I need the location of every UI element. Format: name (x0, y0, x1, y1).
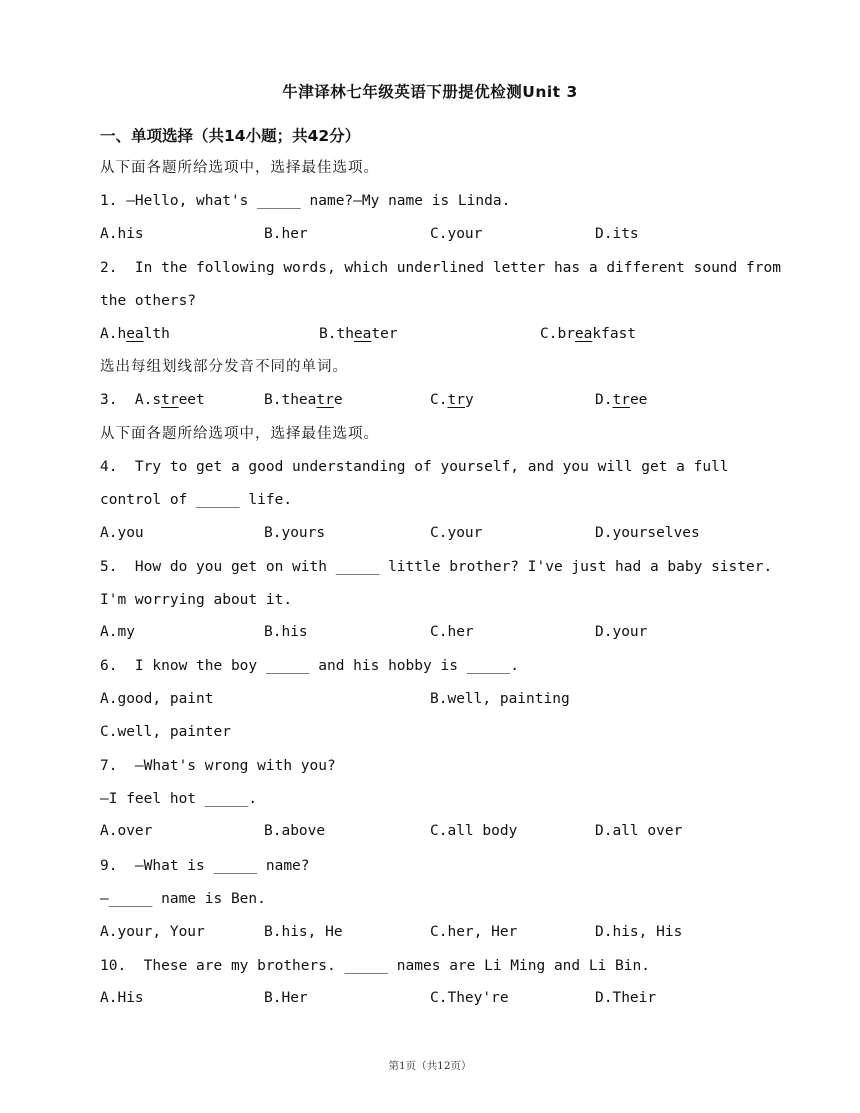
instruction: 从下面各题所给选项中，选择最佳选项。 (100, 160, 379, 176)
option-text: lth (143, 326, 170, 342)
question-1-stem: 1. —Hello, what's _____ name?—My name is Linda. (100, 193, 511, 209)
question-4-option-d: D.yourselves (595, 525, 700, 541)
question-4-stem-line-1: 4. Try to get a good understanding of yourself, and you will get a full (100, 459, 729, 475)
question-7-option-d: D.all over (595, 823, 683, 839)
page-number-footer: 第1页（共12页） (388, 1060, 472, 1072)
option-text: ter (371, 326, 398, 342)
question-9-option-c: C.her, Her (430, 924, 518, 940)
underlined-letters: tr (316, 392, 334, 408)
underlined-letters: ea (353, 326, 372, 342)
question-6-option-a: A.good, paint (100, 691, 214, 707)
question-9-option-a: A.your, Your (100, 924, 205, 940)
question-7-stem-line-1: 7. —What's wrong with you? (100, 758, 336, 774)
question-10-option-a: A.His (100, 990, 144, 1006)
question-4-option-b: B.yours (264, 525, 326, 541)
question-6-option-c: C.well, painter (100, 724, 231, 740)
question-5-option-c: C.her (430, 624, 474, 640)
question-9-stem-line-2: —_____ name is Ben. (100, 891, 266, 907)
question-1-option-d: D.its (595, 226, 639, 242)
question-10-option-c: C.They're (430, 990, 509, 1006)
option-text: e (333, 392, 343, 408)
question-9-option-b: B.his, He (264, 924, 343, 940)
question-5-option-b: B.his (264, 624, 308, 640)
question-4-stem-line-2: control of _____ life. (100, 492, 293, 508)
question-1-option-c: C.your (430, 226, 483, 242)
underlined-letters: tr (161, 392, 179, 408)
instruction: 从下面各题所给选项中，选择最佳选项。 (100, 426, 379, 442)
document-title: 牛津译林七年级英语下册提优检测Unit 3 (282, 83, 578, 101)
question-2-option-c (540, 324, 636, 344)
underlined-letters: tr (612, 392, 630, 408)
question-9-option-d: D.his, His (595, 924, 683, 940)
question-7-stem-line-2: —I feel hot _____. (100, 791, 258, 807)
question-9-stem-line-1: 9. —What is _____ name? (100, 858, 310, 874)
question-2-option-a (100, 324, 170, 344)
question-3-option-c (430, 390, 474, 410)
underlined-letters: ea (574, 326, 593, 342)
question-7-option-c: C.all body (430, 823, 518, 839)
option-text: B.th (319, 326, 354, 342)
question-2-stem-line-2: the others? (100, 293, 197, 309)
question-3-option-d (595, 390, 647, 410)
question-5-stem-line-1: 5. How do you get on with _____ little brother? I've just had a baby sister. (100, 559, 773, 575)
section-heading: 一、单项选择（共14小题；共42分） (100, 127, 361, 145)
question-2-stem-line-1: 2. In the following words, which underlined letter has a different sound from (100, 260, 781, 276)
question-5-option-d: D.your (595, 624, 648, 640)
question-1-option-b: B.her (264, 226, 308, 242)
option-text: D. (595, 392, 613, 408)
question-7-option-b: B.above (264, 823, 326, 839)
question-10-option-b: B.Her (264, 990, 308, 1006)
option-text: 3. A.s (100, 392, 162, 408)
question-2-option-b (319, 324, 398, 344)
underlined-letters: ea (126, 326, 144, 342)
option-text: ee (629, 392, 648, 408)
question-5-stem-line-2: I'm worrying about it. (100, 592, 293, 608)
question-6-stem: 6. I know the boy _____ and his hobby is _____. (100, 658, 520, 674)
question-4-option-a: A.you (100, 525, 144, 541)
instruction: 选出每组划线部分发音不同的单词。 (100, 359, 348, 375)
question-10-stem: 10. These are my brothers. _____ names are Li Ming and Li Bin. (100, 958, 650, 974)
question-7-option-a: A.over (100, 823, 153, 839)
option-text: kfast (592, 326, 637, 342)
underlined-letters: tr (447, 392, 465, 408)
question-5-option-a: A.my (100, 624, 135, 640)
option-text: C.br (540, 326, 575, 342)
question-6-option-b: B.well, painting (430, 691, 570, 707)
question-3-option-b (264, 390, 343, 410)
question-4-option-c: C.your (430, 525, 483, 541)
question-1-option-a: A.his (100, 226, 144, 242)
option-text: eet (178, 392, 205, 408)
option-text: y (464, 392, 474, 408)
option-text: B.thea (264, 392, 317, 408)
option-text: A.h (100, 326, 127, 342)
question-10-option-d: D.Their (595, 990, 657, 1006)
option-text: C. (430, 392, 448, 408)
question-3-option-a (100, 390, 205, 410)
